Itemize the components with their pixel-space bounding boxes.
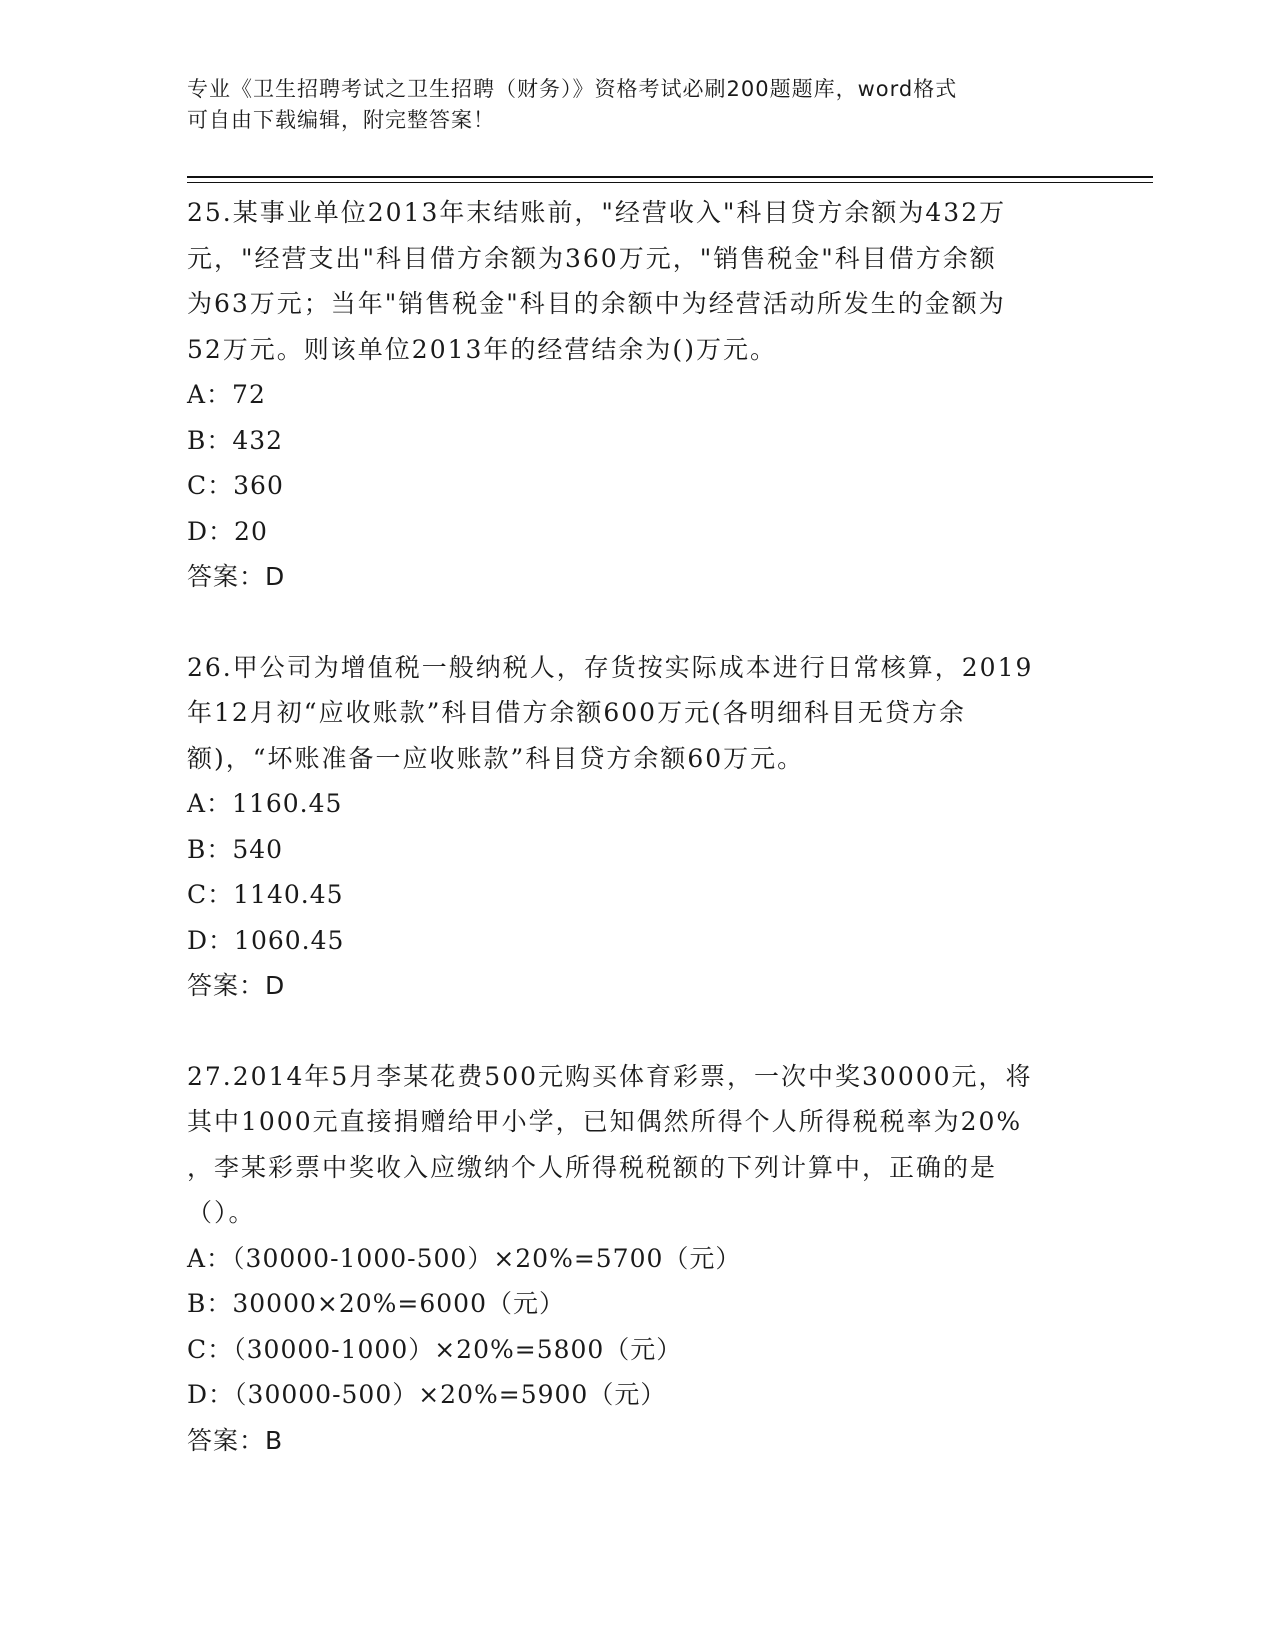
question-26: [187, 645, 1087, 1009]
header-line-2: 可自由下载编辑，附完整答案！: [187, 108, 495, 132]
question-stem: 27.2014年5月李某花费500元购买体育彩票，一次中奖30000元，将 其中1000元直接捐赠给甲小学，已知偶然所得个人所得税税率为20% ，李某彩票中奖收入应缴纳个人所得税税额的下列计算中，正确的是 （）。: [187, 1061, 1033, 1227]
option-a: A：72: [187, 380, 266, 409]
option-d: D：20: [187, 516, 268, 546]
option-c: C：360: [187, 471, 284, 500]
answer-line: 答案：D: [187, 562, 286, 591]
option-d: D：（30000-500）×20%=5900（元）: [187, 1380, 667, 1409]
question-25: [187, 190, 1087, 600]
header-divider-thick: [187, 176, 1153, 178]
answer-line: 答案：D: [187, 971, 286, 1000]
option-a: A：（30000-1000-500）×20%=5700（元）: [187, 1243, 742, 1273]
answer-line: 答案：B: [187, 1425, 284, 1455]
option-d: D：1060.45: [187, 925, 345, 955]
option-b: B：540: [187, 834, 284, 864]
question-stem: 25.某事业单位2013年末结账前，"经营收入"科目贷方余额为432万 元，"经营支出"科目借方余额为360万元，"销售税金"科目借方余额 为63万元；当年"销售税金"科目的余额中为经营活动所发生的金额为 52万元。则该单位2013年的经营结余为()万元。: [187, 198, 1007, 364]
option-c: C：（30000-1000）×20%=5800（元）: [187, 1334, 683, 1364]
header-divider-thin: [187, 182, 1153, 183]
option-a: A：1160.45: [187, 789, 343, 818]
question-stem: 26.甲公司为增值税一般纳税人，存货按实际成本进行日常核算，2019 年12月初“应收账款”科目借方余额600万元(各明细科目无贷方余 额)，“坏账准备一应收账款”科目贷方余额60万元。: [187, 652, 1034, 773]
option-b: B：30000×20%=6000（元）: [187, 1289, 565, 1318]
header-line-1: 专业《卫生招聘考试之卫生招聘（财务）》资格考试必刷200题题库，word格式: [187, 77, 958, 101]
question-27: [187, 1054, 1087, 1464]
question-list: [187, 190, 1087, 1508]
document-header: [187, 74, 1067, 136]
option-b: B：432: [187, 425, 284, 455]
option-c: C：1140.45: [187, 880, 344, 909]
